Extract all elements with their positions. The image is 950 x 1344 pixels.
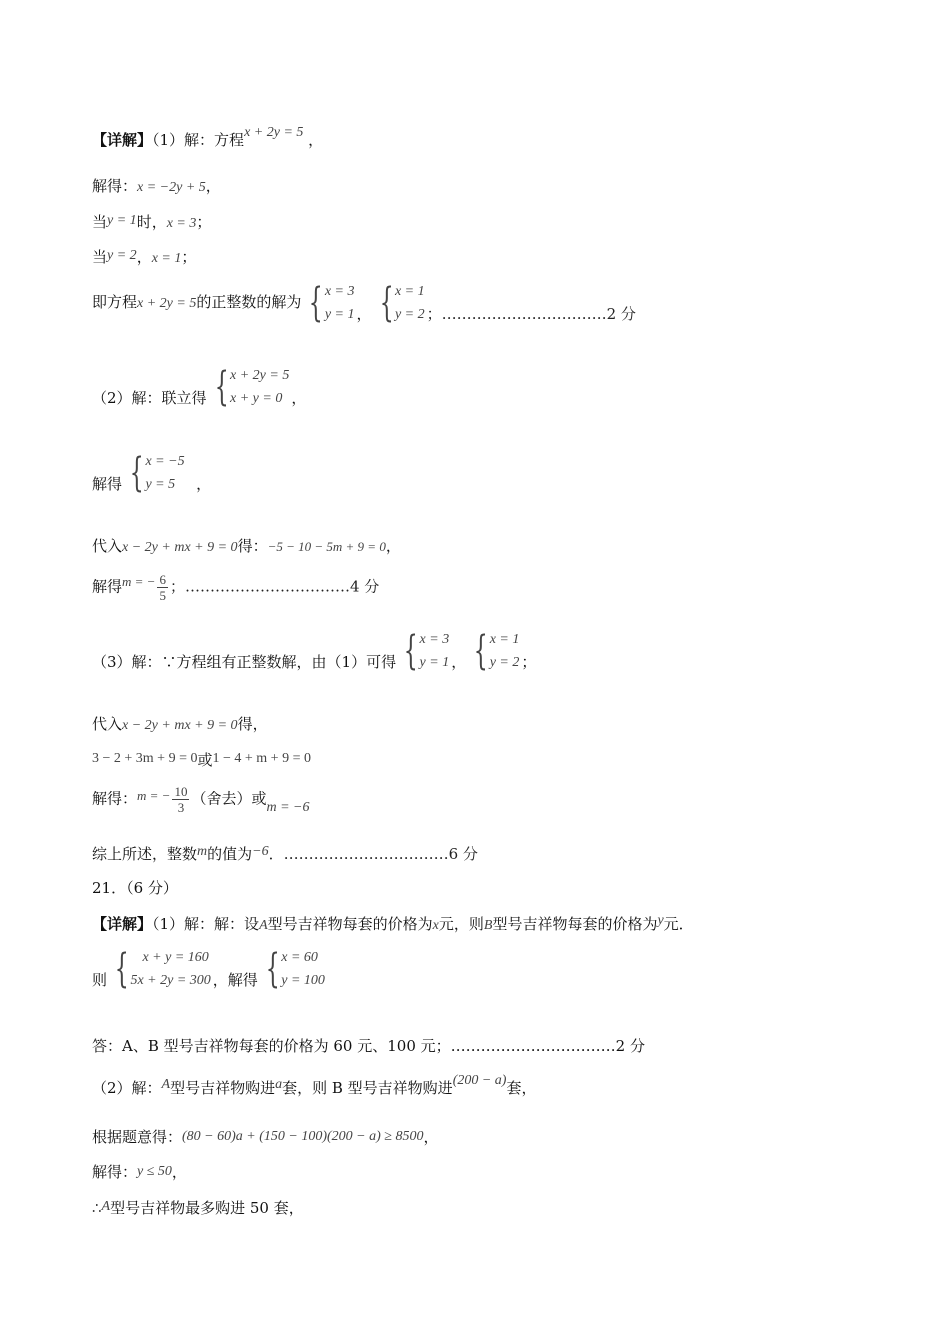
text: 的正整数的解为 bbox=[196, 293, 302, 311]
text: 解得： bbox=[92, 1163, 138, 1181]
equation: x + 2y = 5 bbox=[137, 296, 197, 311]
inequality: y ≤ 50 bbox=[137, 1164, 172, 1179]
answer-text: 答：A、B 型号吉祥物每套的价格为 60 元、100 元；……………………………2 分 bbox=[92, 1037, 645, 1055]
variable: A bbox=[259, 918, 268, 933]
text: 得： bbox=[237, 537, 268, 555]
score-marker: ；……………………………4 分 bbox=[169, 577, 380, 596]
row: x + y = 0 bbox=[230, 391, 283, 406]
text: 时， bbox=[136, 213, 167, 231]
punct: ， bbox=[356, 305, 372, 323]
row: x = 1 bbox=[489, 632, 520, 647]
equation: x = −2y + 5 bbox=[137, 180, 206, 195]
denominator: 3 bbox=[177, 800, 185, 815]
solution-system: { x = 60 y = 100 bbox=[265, 946, 325, 992]
score-marker: ．……………………………6 分 bbox=[268, 845, 478, 863]
row: x + y = 160 bbox=[142, 950, 209, 965]
part2-label: （2）解： bbox=[92, 1079, 162, 1097]
text: 的值为 bbox=[207, 845, 253, 863]
punct: ， bbox=[186, 475, 212, 493]
row: x = 60 bbox=[281, 950, 318, 965]
q20-line-5 bbox=[92, 280, 636, 326]
punct: ， bbox=[205, 177, 221, 195]
text: ， bbox=[136, 248, 152, 266]
equation: x − 2y + mx + 9 = 0 bbox=[122, 718, 238, 733]
q21-part2-line bbox=[92, 1073, 537, 1100]
q21-title bbox=[92, 878, 178, 898]
q20-line-8 bbox=[92, 536, 401, 558]
punct: ； bbox=[521, 653, 537, 671]
equation-system: { x + y = 160 5x + 2y = 300 bbox=[114, 946, 211, 992]
equation: x = 1 bbox=[151, 251, 182, 266]
q20-line-2 bbox=[92, 176, 221, 198]
equation: x = 3 bbox=[166, 216, 197, 231]
q20-line-4 bbox=[92, 247, 196, 269]
q21-line-6 bbox=[92, 1162, 187, 1184]
text: （1）解：解：设 bbox=[152, 915, 260, 933]
row: y = 2 bbox=[394, 307, 425, 322]
q20-line-3 bbox=[92, 212, 211, 234]
text: 套，则 B 型号吉祥物购进 bbox=[282, 1079, 453, 1097]
text: 套， bbox=[506, 1079, 537, 1097]
q20-part3-line bbox=[92, 628, 536, 674]
expression: (200 − a) bbox=[452, 1073, 507, 1088]
detail-heading: 【详解】 bbox=[92, 131, 153, 149]
detail-heading: 【详解】 bbox=[92, 915, 153, 933]
punct: ， bbox=[171, 1163, 187, 1181]
text: 解得： bbox=[92, 789, 138, 808]
text: 根据题意得： bbox=[92, 1128, 183, 1146]
text: 解得： bbox=[92, 177, 138, 195]
q20-line-7 bbox=[92, 450, 211, 496]
punct: ， bbox=[423, 1128, 439, 1146]
variable: m bbox=[197, 844, 208, 859]
q21-line-2 bbox=[92, 946, 327, 992]
text: 代入 bbox=[92, 715, 123, 733]
question-number: 21．（6 分） bbox=[92, 879, 178, 897]
q20-line-11 bbox=[92, 714, 268, 736]
row: y = 100 bbox=[281, 973, 325, 988]
variable: a bbox=[275, 1077, 283, 1092]
q21-answer bbox=[92, 1036, 645, 1056]
row: x = 1 bbox=[394, 284, 425, 299]
q20-part2-line bbox=[92, 364, 306, 410]
text: 解得 bbox=[92, 475, 123, 493]
text: 得， bbox=[237, 715, 268, 733]
equation: m = −6 bbox=[266, 799, 310, 815]
row: x = 3 bbox=[324, 284, 355, 299]
q20-line-12 bbox=[92, 747, 311, 769]
part3-label: （3）解：∵方程组有正整数解，由（1）可得 bbox=[92, 653, 397, 671]
text: ，解得 bbox=[212, 971, 258, 989]
variable: A bbox=[161, 1077, 171, 1092]
equation: m = − bbox=[137, 787, 171, 803]
row: x = −5 bbox=[145, 454, 185, 469]
text: 或 bbox=[197, 751, 213, 769]
variable: x bbox=[432, 918, 439, 933]
variable: y bbox=[657, 913, 664, 928]
score-marker: ；……………………………2 分 bbox=[426, 305, 636, 323]
variable: A bbox=[101, 1199, 111, 1214]
part2-label: （2）解：联立得 bbox=[92, 389, 207, 407]
text: （舍去）或 bbox=[191, 789, 267, 808]
equation: y = 1 bbox=[107, 213, 137, 228]
punct: ； bbox=[196, 213, 212, 231]
solution-system-1: { x = 3 y = 1 bbox=[309, 280, 355, 326]
text: 型号吉祥物每套的价格为 bbox=[492, 915, 658, 933]
row: 5x + 2y = 300 bbox=[130, 973, 211, 988]
q21-line-7 bbox=[92, 1198, 304, 1220]
text: 元． bbox=[663, 915, 694, 933]
q20-line-9 bbox=[92, 572, 379, 603]
text: 即方程 bbox=[92, 293, 138, 311]
equation: m = − bbox=[122, 573, 156, 589]
denominator: 5 bbox=[159, 588, 166, 603]
punct: ， bbox=[291, 389, 307, 407]
equation: −5 − 10 − 5m + 9 = 0 bbox=[267, 539, 386, 554]
text: 代入 bbox=[92, 537, 123, 555]
row: y = 2 bbox=[489, 655, 520, 670]
solution-system-2: { x = 1 y = 2 bbox=[379, 280, 425, 326]
q21-detail-line bbox=[92, 914, 694, 936]
equation: y = 2 bbox=[107, 248, 137, 263]
fraction bbox=[157, 572, 168, 603]
part1-label: （1）解：方程 bbox=[152, 131, 245, 149]
text: 型号吉祥物最多购进 50 套， bbox=[110, 1199, 304, 1217]
punct: ， bbox=[308, 131, 324, 149]
equation: 3 − 2 + 3m + 9 = 0 bbox=[92, 751, 198, 766]
text: 型号吉祥物购进 bbox=[170, 1079, 276, 1097]
row: x + 2y = 5 bbox=[230, 368, 290, 383]
inequality: (80 − 60)a + (150 − 100)(200 − a) ≥ 8500 bbox=[182, 1129, 424, 1144]
text: 当 bbox=[92, 213, 108, 231]
q20-line-13 bbox=[92, 784, 309, 815]
solution-system: { x = −5 y = 5 bbox=[129, 450, 185, 496]
punct: ， bbox=[385, 537, 401, 555]
therefore-symbol: ∴ bbox=[92, 1199, 102, 1217]
q20-detail-line bbox=[92, 125, 324, 152]
fraction bbox=[172, 784, 189, 815]
variable: B bbox=[483, 918, 493, 933]
text: 综上所述，整数 bbox=[92, 845, 198, 863]
value: −6 bbox=[252, 844, 269, 859]
equation-system: { x + 2y = 5 x + y = 0 bbox=[214, 364, 290, 410]
row: y = 5 bbox=[145, 477, 176, 492]
punct: ， bbox=[451, 653, 467, 671]
text: 元，则 bbox=[438, 915, 484, 933]
q20-line-14 bbox=[92, 844, 478, 866]
text: 解得 bbox=[92, 577, 123, 596]
row: x = 3 bbox=[419, 632, 450, 647]
equation: x − 2y + mx + 9 = 0 bbox=[122, 540, 238, 555]
solution-system-1: { x = 3 y = 1 bbox=[403, 628, 450, 674]
solution-system-2: { x = 1 y = 2 bbox=[473, 628, 520, 674]
punct: ； bbox=[181, 248, 197, 266]
text: 则 bbox=[92, 971, 108, 989]
text: 型号吉祥物每套的价格为 bbox=[267, 915, 433, 933]
equation: 1 − 4 + m + 9 = 0 bbox=[212, 751, 311, 766]
q21-line-5 bbox=[92, 1127, 438, 1149]
numerator: 6 bbox=[159, 572, 166, 587]
row: y = 1 bbox=[419, 655, 450, 670]
text: 当 bbox=[92, 248, 108, 266]
numerator: 10 bbox=[174, 784, 188, 799]
equation-main: x + 2y = 5 bbox=[244, 125, 304, 140]
row: y = 1 bbox=[324, 307, 355, 322]
